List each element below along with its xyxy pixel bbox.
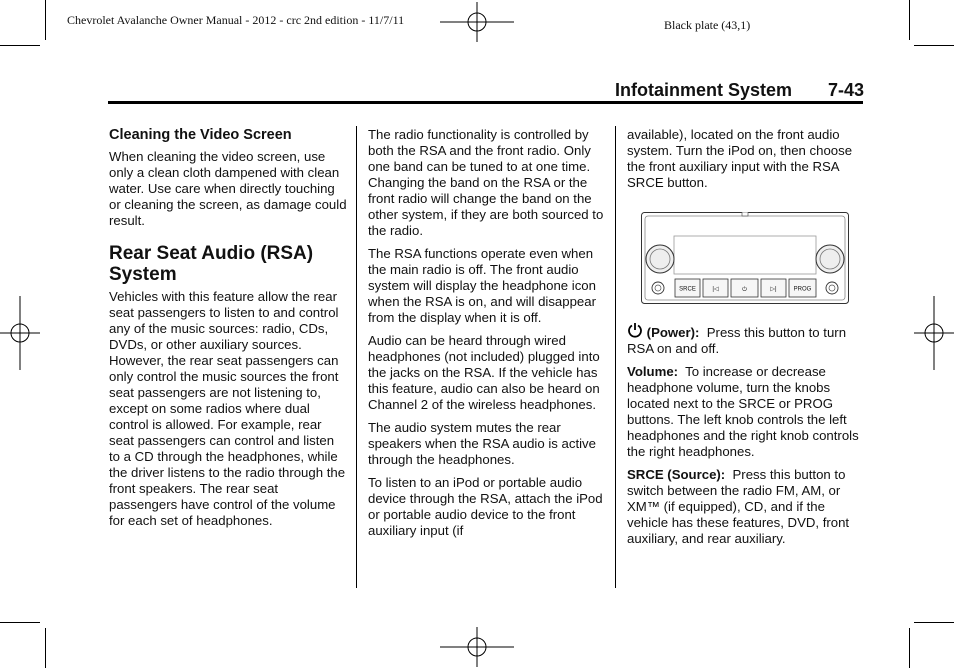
radio-button-label: ⏻ [742, 287, 747, 293]
paragraph: available), located on the front audio system. Turn the iPod on, then choose the front auxiliary input with the RSA SRCE button. [627, 127, 853, 190]
column-divider [356, 126, 357, 588]
srce-item [627, 467, 867, 547]
crop-mark [0, 45, 40, 46]
subheading: Cleaning the Video Screen [109, 127, 292, 143]
paragraph: The radio functionality is controlled by both the RSA and the front radio. Only one band can be tuned to at one time. Changing the band on the RSA or the front radio will change the band on the other system, if they are both sourced to the radio. [368, 127, 604, 238]
column-1 [109, 127, 347, 536]
page-number: 7-43 [828, 80, 865, 100]
paragraph: Vehicles with this feature allow the rear seat passengers to listen to and control any of the music sources: radio, CDs, DVDs, or other auxiliary sources. However, the rear seat passengers can only control the music sources the front seat passengers are not listening to, except on some radios where dual control is allowed. For example, rear seat passengers can control and listen to a CD through the headphones, while the driver listens to the radio through the front speakers. The rear seat passengers have control of the volume for each set of headphones. [109, 289, 346, 528]
manual-title: Chevrolet Avalanche Owner Manual - 2012 - crc 2nd edition - 11/7/11 [67, 13, 405, 27]
crop-mark [914, 622, 954, 623]
paragraph: Audio can be heard through wired headphones (not included) plugged into the jacks on the RSA. If the vehicle has this feature, audio can also be heard on Channel 2 of the wireless headphones. [368, 333, 600, 412]
registration-mark-icon [440, 2, 514, 42]
term-text: Press this button to switch between the radio FM, AM, or XM™ (if equipped), CD, and if the vehicle has these features, DVD, front auxiliary, and rear auxiliary. [627, 467, 850, 546]
term-text: Press this button to turn RSA on and off. [627, 325, 847, 356]
crop-mark [45, 628, 46, 668]
paragraph: To listen to an iPod or portable audio device through the RSA, attach the iPod or portable audio device to the front auxiliary input (if [368, 475, 603, 538]
paragraph: The RSA functions operate even when the main radio is off. The front audio system will display the headphone icon when the RSA is on, and will disappear from the display when it is off. [368, 246, 596, 325]
section-heading: Rear Seat Audio (RSA) System [109, 243, 314, 285]
section-title: Infotainment System [615, 80, 793, 100]
crop-mark [914, 45, 954, 46]
paragraph: When cleaning the video screen, use only a clean cloth dampened with clean water. Use care when directly touching or cleaning the screen, as damage could result. [109, 149, 347, 228]
power-icon [627, 322, 643, 338]
radio-button-label: PROG [793, 286, 812, 293]
paragraph: The audio system mutes the rear speakers when the RSA audio is active through the headphones. [368, 420, 596, 467]
column-divider [615, 126, 616, 588]
rsa-unit-illustration [641, 212, 849, 304]
column-3-lower [627, 322, 867, 554]
registration-mark-icon [0, 296, 40, 370]
power-item [627, 322, 867, 357]
crop-mark [909, 0, 910, 40]
radio-button-label: SRCE [679, 286, 696, 293]
term-label: Volume: [627, 364, 679, 379]
radio-button-label: ▷| [770, 286, 777, 293]
term-label: (Power): [646, 325, 700, 340]
header-rule [108, 101, 863, 104]
radio-button-label: |◁ [712, 286, 719, 293]
column-2 [368, 127, 608, 546]
registration-mark-icon [914, 296, 954, 370]
crop-mark [909, 628, 910, 668]
term-text: To increase or decrease headphone volume, turn the knobs located next to the SRCE or PROG buttons. The left knob controls the left headphones and the right knob controls the right headphones. [627, 364, 859, 459]
plate-label: Black plate (43,1) [664, 18, 751, 32]
crop-mark [45, 0, 46, 40]
column-3 [627, 127, 867, 198]
crop-mark [0, 622, 40, 623]
registration-mark-icon [440, 627, 514, 667]
term-label: SRCE (Source): [627, 467, 726, 482]
volume-item [627, 364, 867, 460]
